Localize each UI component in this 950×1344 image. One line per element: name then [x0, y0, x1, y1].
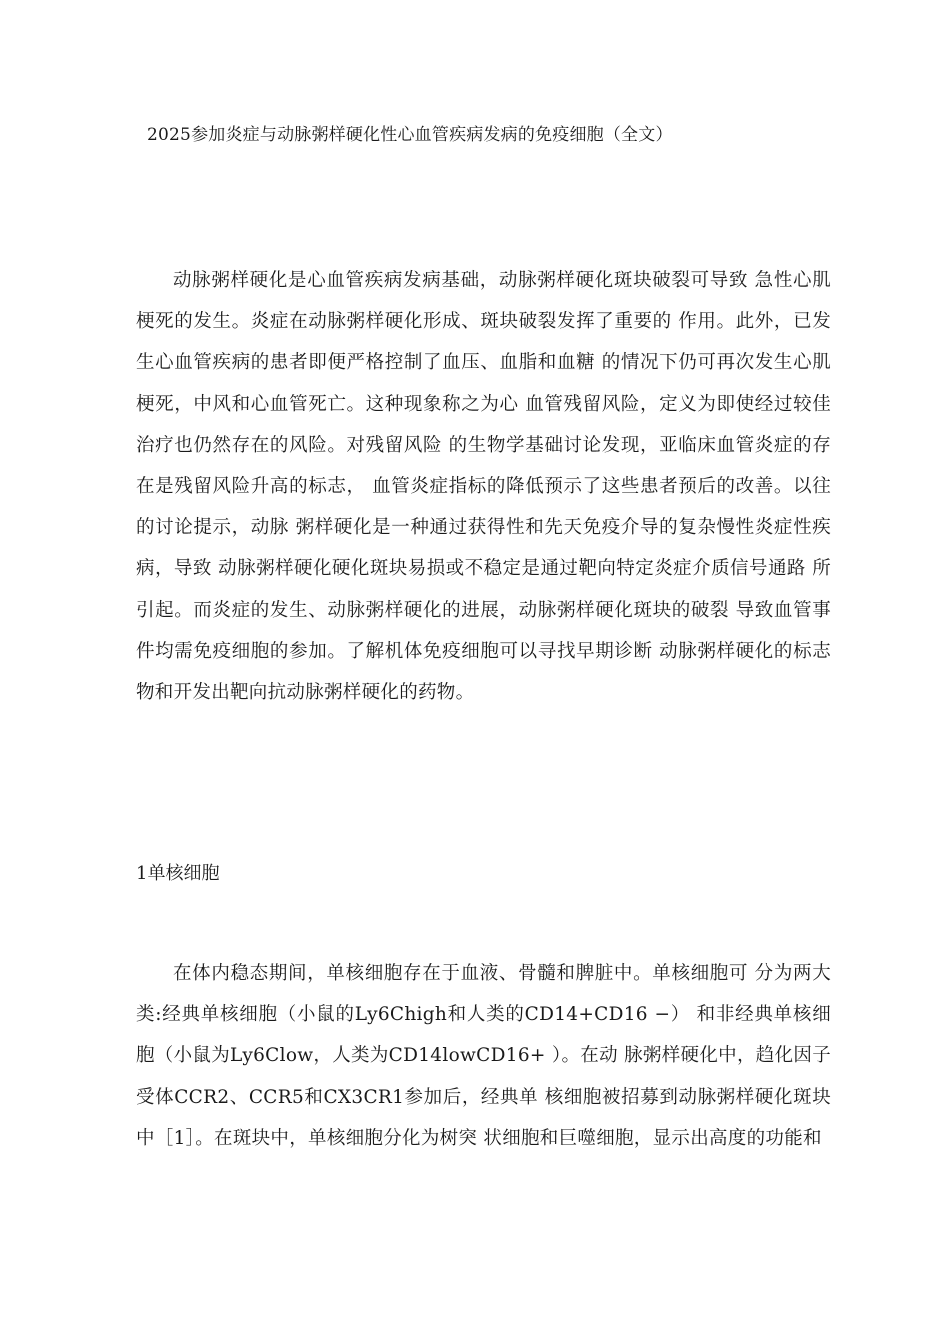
document-title: 2025参加炎症与动脉粥样硬化性心血管疾病发病的免疫细胞（全文）	[147, 125, 673, 145]
intro-paragraph: 动脉粥样硬化是心血管疾病发病基础，动脉粥样硬化斑块破裂可导致 急性心肌梗死的发生。炎症在动脉粥样硬化形成、斑块破裂发挥了重要的 作用。此外，已发生心血管疾病的患者即便严格控制了血压、血脂和血糖 的情况下仍可再次发生心肌梗死，中风和心血管死亡。这种现象称之为心 血管残留风险，定义为即使经过较佳治疗也仍然存在的风险。对残留风险 的生物学基础讨论发现，亚临床血管炎症的存在是残留风险升高的标志， 血管炎症指标的降低预示了这些患者预后的改善。以往的讨论提示，动脉 粥样硬化是一种通过获得性和先天免疫介导的复杂慢性炎症性疾病，导致 动脉粥样硬化硬化斑块易损或不稳定是通过靶向特定炎症介质信号通路 所引起。而炎症的发生、动脉粥样硬化的进展，动脉粥样硬化斑块的破裂 导致血管事件均需免疫细胞的参加。了解机体免疫细胞可以寻找早期诊断 动脉粥样硬化的标志物和开发出靶向抗动脉粥样硬化的药物。	[136, 270, 831, 704]
section-heading-monocytes: 1单核细胞	[136, 863, 220, 884]
monocytes-paragraph: 在体内稳态期间，单核细胞存在于血液、骨髓和脾脏中。单核细胞可 分为两大类:经典单核细胞（小鼠的Ly6Chigh和人类的CD14+CD16 −） 和非经典单核细胞（小鼠为Ly6Clow，人类为CD14lowCD16+ ）。在动 脉粥样硬化中，趋化因子受体CCR2、CCR5和CX3CR1参加后，经典单 核细胞被招募到动脉粥样硬化斑块中［1］。在斑块中，单核细胞分化为树突 状细胞和巨噬细胞，显示出高度的功能和	[136, 963, 831, 1149]
